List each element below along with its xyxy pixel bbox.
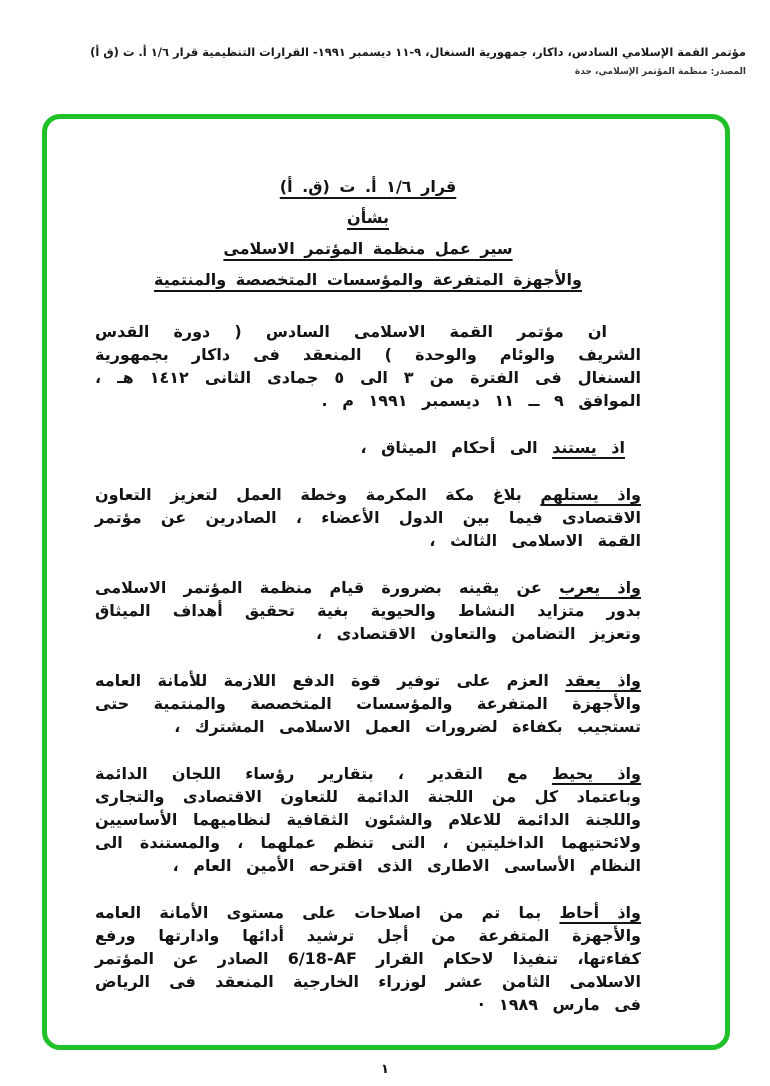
preamble-text: ان مؤتمر القمة الاسلامى السادس ( دورة القدس الشريف والوئام والوحدة ) المنعقد فى داكار بجمهورية السنغال فى الفترة من ٣ الى ٥ جمادى الثانى ١٤١٢ هـ ، الموافق ٩ ــ ١١ ديسمبر ١٩٩١ م . (95, 322, 642, 410)
header-source-line: المصدر: منظمة المؤتمر الإسلامي، جدة (574, 67, 746, 78)
title-regarding-line: بشأن (347, 208, 389, 227)
document-body (95, 320, 641, 1016)
paragraph-clause-6 (95, 901, 641, 1016)
header-citation-line: مؤتمر القمة الإسلامي السادس، داكار، جمهورية السنغال، ٩-١١ ديسمبر ١٩٩١- القرارات التنظيمية قرار ١/٦ أ. ت (ق أ) (90, 45, 746, 59)
clause-1-lead: اذ يستند (552, 438, 625, 457)
clause-6-text: بما تم من اصلاحات على مستوى الأمانة العامه والأجهزة المتفرعة من أجل ترشيد أدائها وادارتها ورفع كفاءتها، تنفيذا لاحكام القرار (95, 903, 641, 968)
clause-5-lead: واذ يحيط (551, 764, 641, 783)
clause-6-text-continued: الصادر عن المؤتمر الاسلامى الثامن عشر لوزراء الخارجية المنعقد فى الرياض فى مارس ١٩٨٩ · (95, 949, 641, 1014)
clause-2-text: بلاغ مكة المكرمة وخطة العمل لتعزيز التعاون الاقتصادى فيما بين الدول الأعضاء ، الصادرين عن مؤتمر القمة الاسلامى الثالث ، (95, 485, 641, 550)
resolution-title-block (95, 177, 641, 290)
content-frame (42, 114, 730, 1050)
document-header (24, 44, 746, 77)
paragraph-clause-1 (95, 436, 641, 459)
paragraph-clause-2 (95, 483, 641, 552)
paragraph-clause-5 (95, 762, 641, 877)
paragraph-clause-3 (95, 576, 641, 645)
page-number: ١ (381, 1062, 389, 1077)
clause-4-lead: واذ يعقد (565, 671, 641, 690)
clause-3-lead: واذ يعرب (559, 578, 642, 597)
title-subject-line-1: سير عمل منظمة المؤتمر الاسلامى (223, 239, 513, 258)
clause-6-lead: واذ أحاط (559, 903, 641, 922)
clause-6-resolution-code: 6/18-AF (287, 949, 357, 968)
clause-3-text: عن يقينه بضرورة قيام منظمة المؤتمر الاسلامى بدور متزايد النشاط والحيوية بغية تحقيق أهداف الميثاق وتعزيز التضامن والتعاون الاقتصادى ، (95, 578, 641, 643)
clause-2-lead: واذ يستلهم (540, 485, 642, 504)
title-subject-line-2: والأجهزة المتفرعة والمؤسسات المتخصصة والمنتمية (154, 270, 582, 289)
paragraph-preamble (95, 320, 641, 412)
clause-1-text: الى أحكام الميثاق ، (360, 438, 553, 457)
clause-4-text: العزم على توفير قوة الدفع اللازمة للأمانة العامه والأجهزة المتفرعة والمؤسسات المتخصصة والمنتمية حتى تستجيب بكفاءة لضرورات العمل الاسلامى المشترك ، (95, 671, 641, 736)
clause-5-text: مع التقدير ، بتقارير رؤساء اللجان الدائمة وباعتماد كل من اللجنة الدائمة للتعاون الاقتصادى والتجارى واللجنة الدائمة للاعلام والشئون الثقافية لنظاميهما الأساسيين ولائحتيهما الداخليتين ، التى تنظم عملهما ، والمستندة الى النظام الأساسى الاطارى الذى اقترحه الأمين العام ، (95, 764, 641, 875)
paragraph-clause-4 (95, 669, 641, 738)
resolution-number-line: قرار ١/٦ أ. ت (ق. أ) (279, 177, 457, 196)
